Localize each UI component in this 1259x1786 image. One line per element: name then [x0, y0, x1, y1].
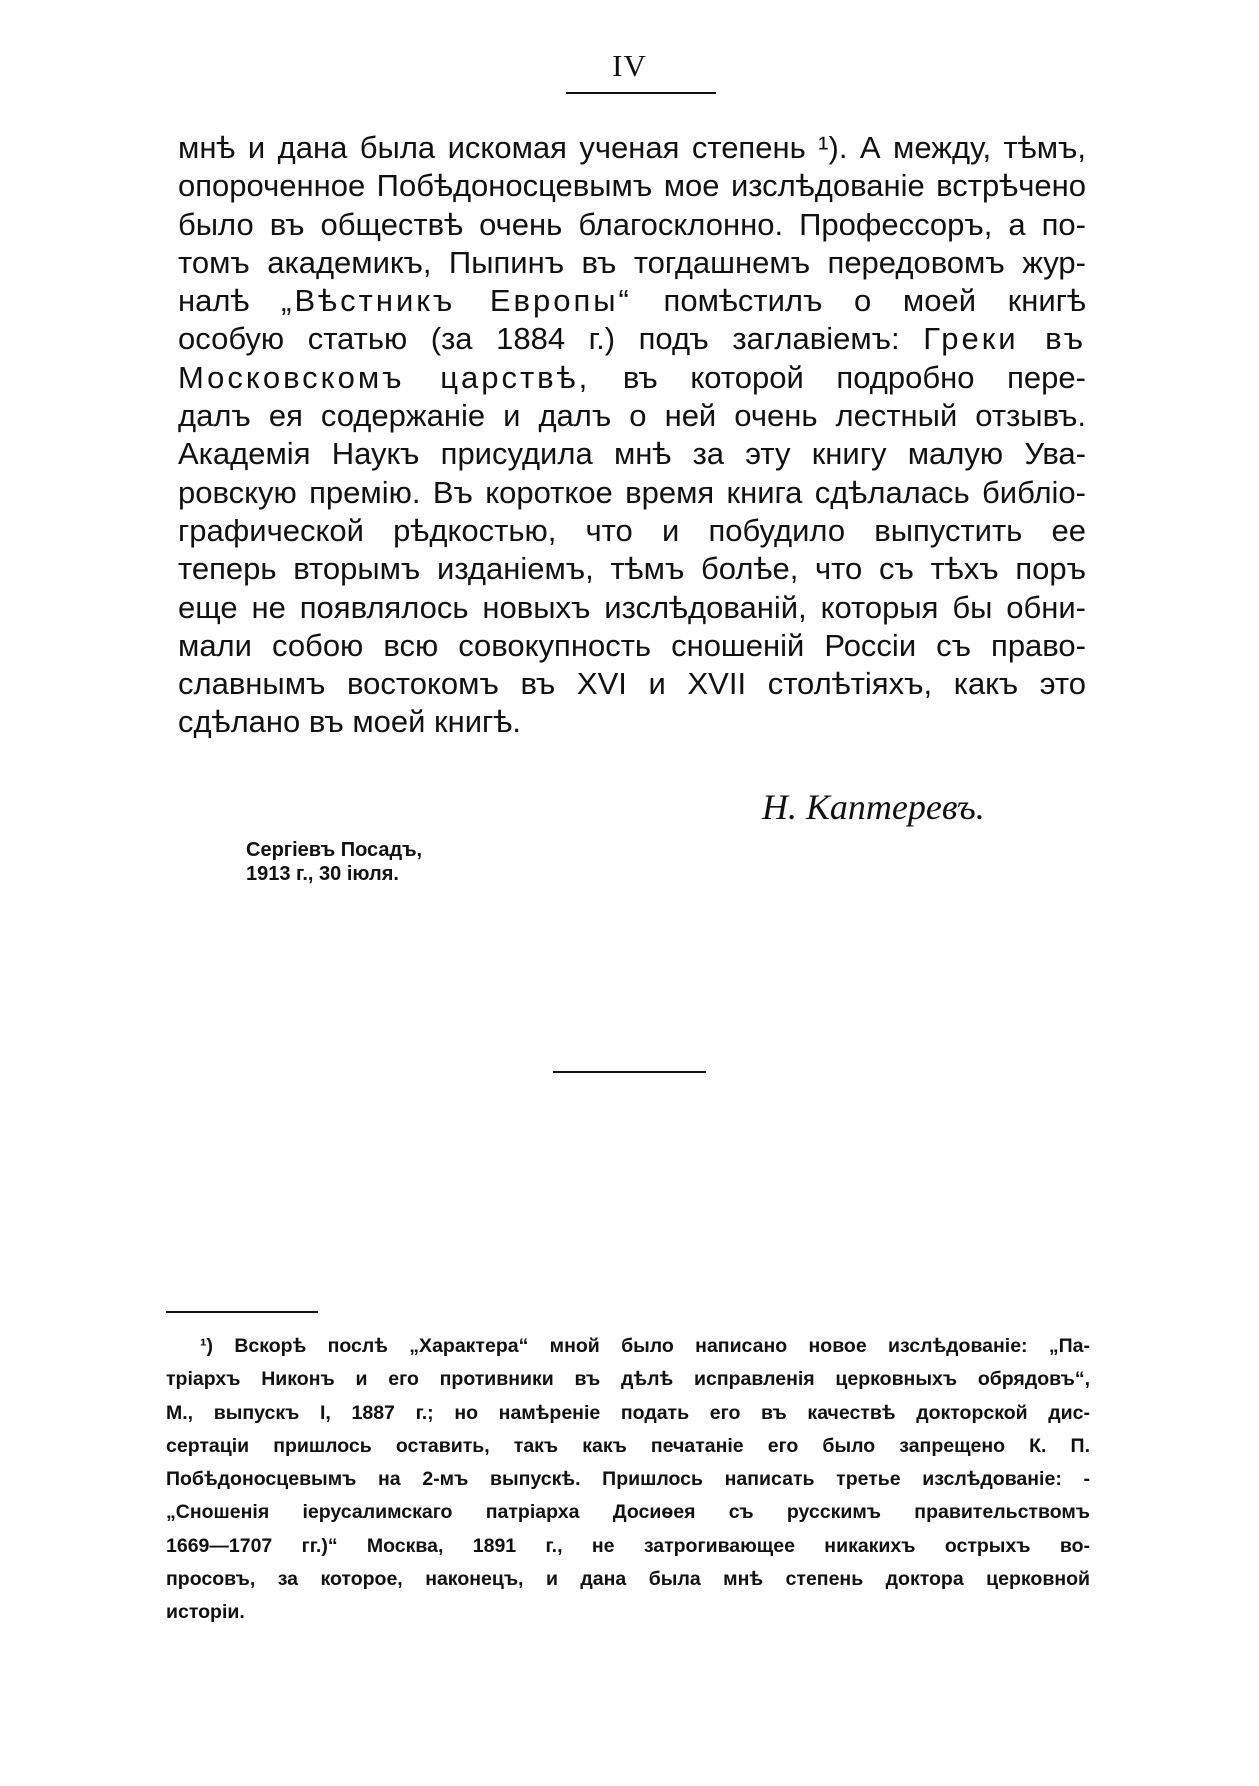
main-text — [178, 129, 1086, 742]
place-date — [246, 838, 422, 886]
text-line: опороченное Побѣдоносцевымъ мое изслѣдованіе встрѣчено — [178, 168, 1086, 204]
text-fragment: въ которой подробно пере- — [622, 359, 1086, 395]
header-rule — [566, 92, 716, 94]
footnote-line: М., выпускъ I, 1887 г.; но намѣреніе подать его въ качествѣ докторской дис- — [166, 1401, 1090, 1424]
text-line: теперь вторымъ изданіемъ, тѣмъ болѣе, что съ тѣхъ поръ — [178, 551, 1086, 587]
text-fragment: налѣ — [178, 283, 250, 319]
footnote-divider — [166, 1311, 318, 1313]
footnote-line: сертаціи пришлось оставить, такъ какъ печатаніе его было запрещено К. П. — [166, 1434, 1090, 1457]
footnote-line: „Сношенія іерусалимскаго патріарха Досиѳея съ русскимъ правительствомъ — [166, 1501, 1090, 1524]
footnote-line: тріархъ Никонъ и его противники въ дѣлѣ исправленія церковныхъ обрядовъ“, — [166, 1368, 1090, 1391]
footnote-line: ¹) Вскорѣ послѣ „Характера“ мной было написано новое изслѣдованіе: „Па- — [200, 1335, 1090, 1357]
text-line: томъ академикъ, Пыпинъ въ тогдашнемъ передовомъ жур- — [178, 244, 1086, 280]
date: 1913 г., 30 іюля. — [246, 863, 399, 885]
text-line: Академія Наукъ присудила мнѣ за эту книгу малую Ува- — [178, 436, 1086, 472]
journal-title: „Вѣстникъ Европы“ — [281, 283, 632, 319]
text-fragment: особую статью (за 1884 г.) подъ заглавіемъ: — [178, 321, 900, 357]
text-line: мали собою всю совокупность сношеній Россіи съ право- — [178, 627, 1086, 663]
section-divider — [553, 1071, 706, 1073]
author-signature: Н. Каптеревъ. — [762, 787, 985, 827]
text-line: мнѣ и дана была искомая ученая степень ¹). А между, тѣмъ, — [178, 130, 1086, 165]
text-line — [178, 320, 1086, 358]
footnote-line: Побѣдоносцевымъ на 2-мъ выпускѣ. Пришлось написать третье изслѣдованіе: - — [166, 1468, 1090, 1491]
text-line: славнымъ востокомъ въ XVI и XVII столѣтіяхъ, какъ это — [178, 666, 1086, 702]
footnote — [166, 1330, 1090, 1630]
text-line — [178, 359, 1086, 397]
text-line: еще не появлялось новыхъ изслѣдованій, которыя бы обни- — [178, 589, 1086, 625]
text-line: ровскую премію. Въ короткое время книга сдѣлалась библіо- — [178, 474, 1086, 510]
text-fragment: помѣстилъ о моей книгѣ — [663, 283, 1086, 319]
footnote-line: просовъ, за которое, наконецъ, и дана была мнѣ степень доктора церковной — [166, 1568, 1090, 1591]
text-line — [178, 282, 1086, 320]
article-title-end: Московскомъ царствѣ, — [178, 359, 591, 395]
text-line: сдѣлано въ моей книгѣ. — [178, 704, 521, 740]
page-number: IV — [612, 48, 647, 83]
footnote-line: 1669—1707 гг.)“ Москва, 1891 г., не затрогивающее никакихъ острыхъ во- — [166, 1534, 1090, 1557]
text-line: далъ ея содержаніе и далъ о ней очень лестный отзывъ. — [178, 398, 1086, 434]
text-line: было въ обществѣ очень благосклонно. Профессоръ, а по- — [178, 206, 1086, 242]
footnote-line: исторіи. — [166, 1601, 245, 1624]
article-title-start: Греки въ — [923, 321, 1086, 357]
place: Сергіевъ Посадъ, — [246, 839, 423, 861]
text-line: графической рѣдкостью, что и побудило выпустить ее — [178, 512, 1086, 548]
